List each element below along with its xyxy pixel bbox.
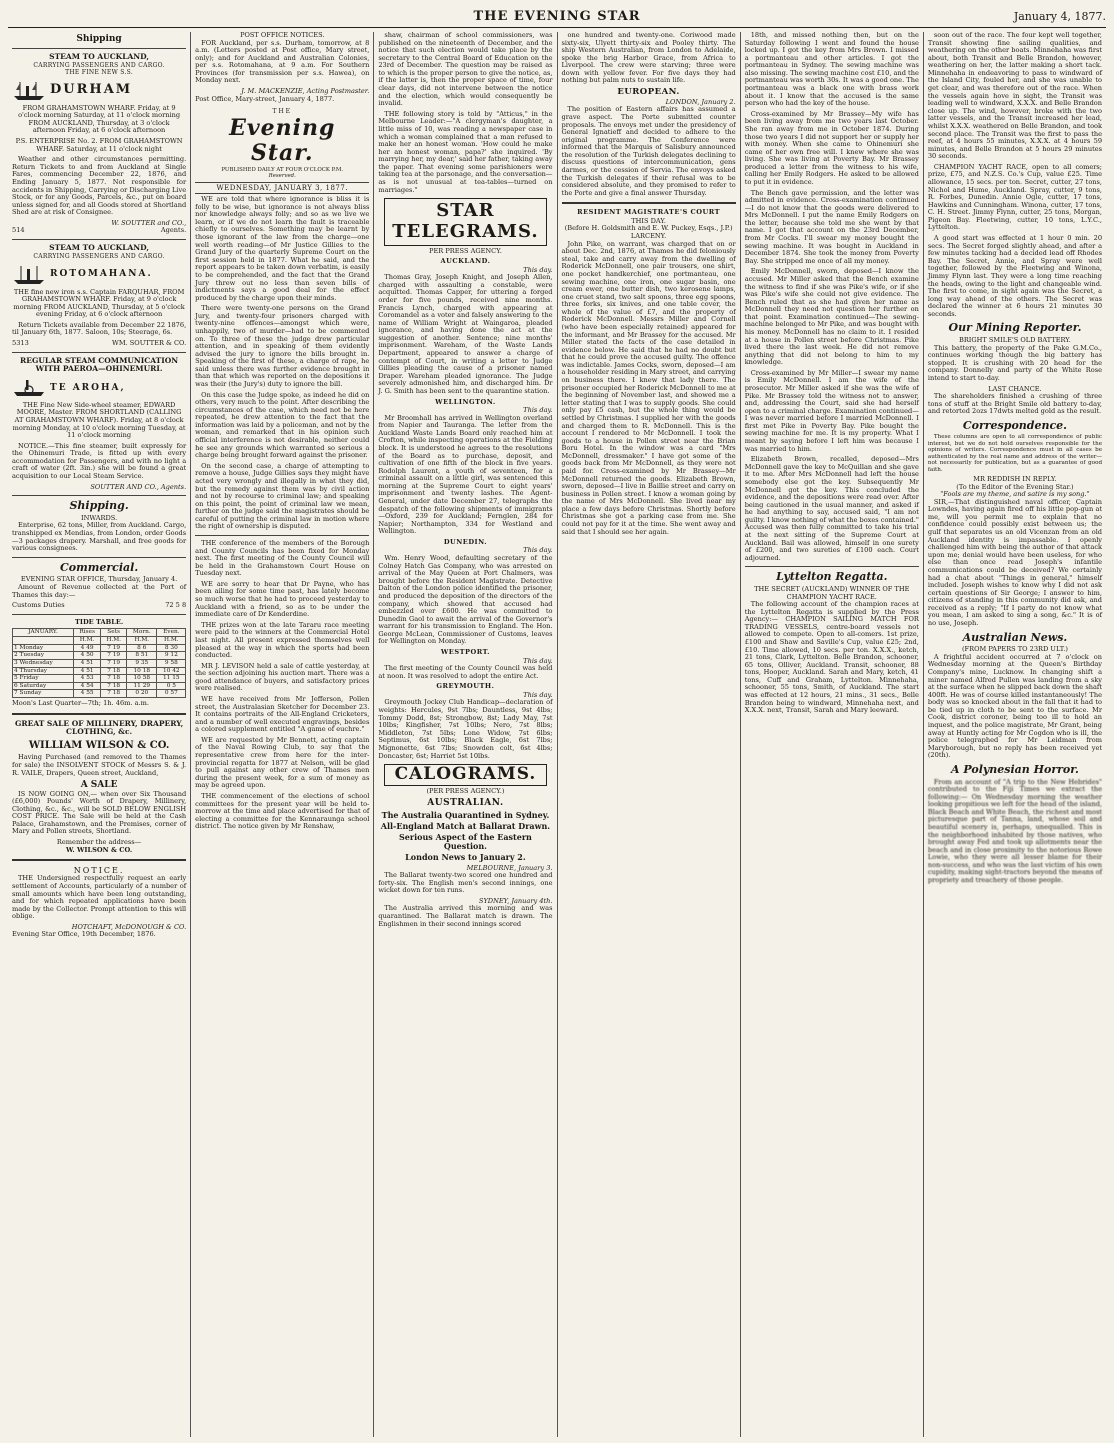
wellington-day: This day.	[523, 406, 553, 415]
issue-date: January 4, 1877.	[1013, 10, 1106, 24]
col6-paragraph-2: CHAMPION YACHT RACE, open to all comers; prize, £75, and N.Z.S. Co.'s Cup, value £25. Time allowance, 15 secs. per ton. Secret, cutter, 27 tons, Nichol and Hume, Auckland. Spray, cutter, 9 tons, R. Forbes, Dunedin. Annie Ogle, cutter, 17 tons, Hawkins and Cunningham. Winona, cutter, 17 tons, C. H. Street. Jimmy Flynn, cutter, 25 tons, Morgan, Pigeon Bay. Fleetwing, cutter, 10 tons, L.Y.C., Lyttelton.	[927, 162, 1103, 232]
tide-unit-header	[13, 636, 74, 644]
european-heading: EUROPEAN.	[617, 87, 680, 98]
paddle-steamer-icon	[12, 377, 46, 399]
commercial-heading: Commercial.	[59, 560, 139, 574]
westport-heading: WESTPORT.	[440, 648, 490, 656]
tide-col-header: Morn.	[127, 629, 157, 637]
australian-news-text: A frightful accident occurred at 7 o'clock on Wednesday morning at the Queen's Birthday Company's mine, Lucknow. In changing shift a miner named Alfred Pullen was landing from a sky at the surface when he slipped back down the shaft 400ft. He was of course killed instantaneously! The body was so knocked about in the fall that it had to be tied up in cloth to be sent to the surface. Mr Cook, district coroner, being too ill to hold an inquest, and the police magistrate, Mr Grant, being away at Huntly acting for Mr Cogdon who is ill, the police telegraphed for Mr Leidman from Maryborough, but no reply has been received yet (20th).	[927, 652, 1103, 760]
tide-cell: 10 42	[157, 667, 186, 675]
headline-ballarat: All-England Match at Ballarat Drawn.	[380, 820, 551, 831]
col5-paragraph-2: Cross-examined by Mr Brassey—My wife has been living away from me two years last October. She ran away from me in October 1874. During those two years I did not support her or supply her with money. When she came to Ohinemuri she came of her own free will. I knew where she was living. She was living at Poverty Bay. Mr Brassey produced a letter from the witness to his wife, calling her Emily Rodgers. He asked to be allowed to put it in evidence.	[744, 109, 919, 186]
tide-cell: 1 Monday	[13, 644, 74, 652]
inwards-text: Enterprise, 62 tons, Miller, from Auckland. Cargo, transhipped ex Mendias, from London, order Goods—3 packages drapery. Marshall, and free goods for various consignees.	[12, 521, 187, 553]
court-before: (Before H. Goldsmith and E. W. Puckey, Esqs., J.P.)	[564, 224, 733, 233]
sydney-text: The Australia arrived this morning and was quarantined. The Ballarat match is drawn. The Englishmen in their second innings scored	[378, 904, 553, 928]
ad-durham-times: FROM GRAHAMSTOWN WHARF. Friday, at 9 o'clock morning Saturday, at 11 o'clock morning FROM AUCKLAND, Thursday, at 3 o'clock afternoon Friday, at 6 o'clock afternoon	[18, 103, 181, 135]
tide-row	[13, 682, 186, 690]
ad-rotomahana-sub: CARRYING PASSENGERS AND CARGO.	[33, 252, 165, 260]
ad-enterprise-times: P.S. ENTERPRISE No. 2. FROM GRAHAMSTOWN WHARF. Saturday, at 11 o'clock night	[15, 137, 183, 153]
steamship-icon	[12, 264, 46, 286]
flag-dateline: WEDNESDAY, JANUARY 3, 1877.	[195, 182, 369, 194]
ad-rotomahana-title: STEAM TO AUCKLAND,	[49, 243, 149, 252]
reddish-motto: "Fools are my theme, and satire is my song."	[940, 490, 1090, 499]
leader-paragraph-7: THE prizes won at the late Tararu race meeting were paid to the winners at the Commercial Hotel last night. All present expressed themselves well pleased at the way in which the sports had been conducted.	[195, 620, 370, 660]
correspondence-note: These columns are open to all correspondence of public interest, but we do not hold ourselves responsible for the opinions of writers. Correspondence must in all cases be authenticated by the real name and address of the writer—not necessarily for publication, but as a guarantee of good faith.	[927, 434, 1103, 473]
wellington-text: Mr Broomhall has arrived in Wellington overland from Napier and Tauranga. The letter from the Auckland Waste Lands Board only reached him at Crofton, while inspecting operations at the Fielding block. It is understood he agrees to the resolutions of the Board as to purchase, deposit, and cultivation of one fifth of the block in five years. Rodolph Laurent, a youth of seventeen, for a criminal assault on a little girl, was sentenced this morning at the Supreme Court to eight years' imprisonment and twenty lashes. The Agent-General, under date December 27, telegraphs the despatch of the following shipments of immigrants—Oxford, 239 for Auckland; Fernglen, 284 for Napier; Northampton, 334 for Westland and Wellington.	[378, 413, 553, 536]
westport-text: The first meeting of the County Council was held at noon. It was resolved to adopt the entire Act.	[378, 664, 553, 680]
shipping-heading: Shipping	[76, 34, 122, 44]
col5-paragraph-4: Emily McDonnell, sworn, deposed—I know the accused. Mr Miller asked that the Bench examine the witness to find if she was Pike's wife, or if she was Pike's wife she could not give evidence. The Bench ruled that as she had given her name as McDonnell they need not question her further on that point. Examination continued—The sewing-machine belonged to Mr Pike, and was bought with his money. McDonnell has no claim to it. I resided at a house in Pollen street before Christmas. Pike lived there the last week. He did not remove anything that did not belong to him to my knowledge.	[744, 267, 919, 367]
tide-cell: 8 30	[157, 644, 186, 652]
ship-name-durham: DURHAM	[50, 82, 133, 98]
col5-paragraph-3: The Bench gave permission, and the letter was admitted in evidence. Cross-examination continued—I do not know that the goods were delivered to Mrs McDonnell. I put the name Emily Rodgers on the letter, because she told me she went by that name. I got that account on the 23rd December, from Mr Cocks. I'll swear my money bought the sewing machine. It was bought in Auckland in December 1874. She took the money from Poverty Bay. She stripped me once of all my money.	[744, 188, 919, 265]
customs-value: 72 5 8	[165, 601, 187, 610]
tide-col-header: Rises	[74, 629, 101, 637]
reddish-to: (To the Editor of the Evening Star.)	[956, 482, 1074, 491]
tide-cell: 7 18	[101, 690, 127, 698]
notice-text: THE Undersigned respectfully request an early settlement of Accounts, particularly of a number of small amounts which have been long outstanding, and for which repeated applications have been made by the Collector. Prompt attention to this will oblige.	[12, 874, 187, 921]
tide-row	[13, 667, 186, 675]
commercial-office: EVENING STAR OFFICE, Thursday, January 4.	[20, 575, 178, 584]
col6-paragraph-3: A good start was effected at 1 hour 0 min. 20 secs. The Secret forged slightly ahead, and after a few minutes tacking had a decided lead off Rhodes Bay. The Secret, Annie, and Spray were well together, followed by the Fleetwing and Winona, Jimmy Flynn last. They were a long time reaching the heads, owing to the light and changeable wind. The first to come, in sight again was the Secret, a long way ahead of the others. The Secret was declared the winner at 6 hours 21 minutes 30 seconds.	[927, 234, 1103, 318]
polynesian-heading: A Polynesian Horror.	[951, 762, 1079, 776]
mining-subheading: BRIGHT SMILE'S OLD BATTERY.	[958, 336, 1071, 345]
ad-durham-sign: W. SOUTTER and CO.,	[111, 218, 187, 227]
moon-phase: Moon's Last Quarter—7th; 1h. 46m. a.m.	[12, 699, 149, 708]
ad-rotomahana-number: 5313	[12, 338, 29, 347]
asale-text: IS NOW GOING ON,— when over Six Thousand (£6,000) Pounds' Worth of Drapery, Millinery, Clothing, &c., &c., will be SOLD BELOW ENGLISH COST PRICE. The Sale will be held at the Cash Palace, Grahamstown, and the Premises, corner of Mary and Pollen streets, Shortland.	[12, 789, 187, 836]
tide-cell: 4 51	[74, 667, 101, 675]
greymouth-text: Greymouth Jockey Club Handicap—declaration of weights: Hercules, 9st 7lbs; Dauntless, 9st 4lbs; Tommy Dodd, 8st; Strongbow, 8st; Lady May, 7st 10lbs; Kingfisher, 7st 10lbs; Nero, 7st 8lbs; Middleton, 7st 5lbs; Lone Widow, 7st 6lbs; Septimus, 6st 10lbs; Black Eagle, 6st 7lbs; Mignonette, 6st 7lbs; Snowden colt, 6st 4lbs; Doncaster, 6st; Harriet 5st 10lbs.	[378, 698, 553, 760]
tide-cell: 5 Friday	[13, 675, 74, 683]
calograms-heading: CALOGRAMS.	[384, 764, 546, 786]
star-telegrams-heading: STAR TELEGRAMS.	[384, 198, 546, 245]
court-heading: RESIDENT MAGISTRATE'S COURT	[577, 208, 721, 217]
headline-quarantine: The Australia Quarantined in Sydney.	[381, 809, 550, 820]
court-day: THIS DAY.	[631, 216, 666, 225]
auckland-text: Thomas Gray, Joseph Knight, and Joseph Allen, charged with assaulting a constable, were acquitted. Thomas Capper, for uttering a forged order for five pounds, received nine months. Francis Lynch, charged with appearing at Coromandel as a voter and falsely answering to the name of William Wright at Waingaroa, pleaded ignorance, and having done the act at the suggestion of another. Sentence; nine months' imprisonment. Wareham, of the Waste Lands Department, appeared to answer a charge of contempt of Court, in writing a letter to Judge Gillies pleading the cause of a prisoner named Draper. Wareham pleaded ignorance. The Judge severely admonished him, and discharged him. Dr J. G. Smith has been sent to the quarantine station.	[378, 273, 553, 395]
col3-paragraph-2: THE following story is told by "Atticus," in the Melbourne Leader:—"A clergyman's daughter, a little miss of 10, was reading a newspaper case in which a woman complained that a man refused to make her an honest woman. 'How could he make her an honest woman, papa?' she inquired. 'By marrying her, my dear,' said her father, taking away the paper. That evening some parishioners were taking tea at the parsonage, and the conversation—as is not unusual at tea-tables—turned on marriages."	[378, 109, 553, 194]
ad-durham-agents: Agents.	[160, 226, 187, 235]
column-2	[191, 32, 374, 1437]
wilson-name: WILLIAM WILSON & CO.	[28, 739, 170, 751]
reddish-heading: MR REDDISH IN REPLY.	[973, 474, 1057, 483]
ad-paeroa-sign: SOUTTER AND CO., Agents.	[90, 482, 187, 491]
wellington-heading: WELLINGTON.	[435, 397, 496, 406]
column-1	[8, 32, 191, 1437]
tide-cell: 9 35	[127, 659, 157, 667]
leader-paragraph-2: There were twenty-one persons on the Grand Jury, and twenty-four prisoners charged with twenty-nine offences—amongst which were, unhappily, two of murder—had to be commented on. To three of these the judge drew particular attention, and in speaking of them evidently advised the jury to ignore the bills brought in. Speaking of the first of these, a charge of rape, he said unless there was further evidence brought in than that which was reported on the depositions it was their (the Jury's) duty to ignore the bill.	[195, 304, 370, 389]
tide-cell: 7 18	[101, 675, 127, 683]
auckland-heading: AUCKLAND.	[440, 257, 491, 266]
australian-news-heading: Australian News.	[962, 630, 1068, 644]
post-office-heading: POST OFFICE NOTICES.	[240, 32, 325, 39]
column-4	[558, 32, 741, 1437]
newspaper-page	[8, 32, 1106, 1437]
auckland-day: This day.	[523, 265, 553, 274]
ad-rotomahana-times: THE fine new iron s.s. Captain FARQUHAR, FROM GRAHAMSTOWN WHARF. Friday, at 9 o'clock morning FROM AUCKLAND, Thursday, at 5 o'clock evening Friday, at 6 o'clock afternoon	[13, 287, 185, 319]
leader-paragraph-4: On the second case, a charge of attempting to remove a house, Judge Gillies says they might have acted very wrongly and illegally in what they did, but the remedy against them was by civil action and not by recourse to criminal law; and speaking on this point, the point of criminal law we mean, further on the judge said the magistrates should be careful of putting the criminal law in motion where the right of ownership is disputed.	[195, 461, 370, 531]
tide-cell: 9 12	[157, 652, 186, 660]
tide-cell: 4 49	[74, 644, 101, 652]
col6-paragraph-1: soon out of the race. The four kept well together, Transit showing fine sailing qualities, and weathering on the other boats. Minnehaha was first about, both Transit and Belle Brandon, however, weathering on her, the latter making a short tack. Minnehaha in endeavoring to pass to windward of the Island City, fouled her, and she was unable to get clear, and was therefore out of the race. When the vessels again hove in sight, the Transit was leading well to windward, X.X.X. and Belle Brandon close up. The wind, however, broke with the two latter vessels, and the Transit increased her lead, whilst X.X.X. weathered on Belle Brandon, and took second place. The Transit was the first to pass the reef, at 4 hours 55 minutes, X.X.X. at 4 hours 59 minutes, and Belle Brandon at 5 hours 29 minutes 30 seconds.	[927, 32, 1103, 161]
melbourne-dateline: MELBOURNE, January 3.	[466, 863, 553, 872]
post-office-sign: J. M. MACKENZIE, Acting Postmaster.	[241, 87, 370, 96]
leader-paragraph-11: THE commencement of the elections of school committees for the present year will be held to-morrow at the time and place advertised for that of electing a committee for the Kennaraunga school district. The notice given by Mr Renshaw,	[195, 791, 370, 831]
tide-cell: 4 54	[74, 682, 101, 690]
post-office-footer: Post Office, Mary-street, January 4, 1877.	[195, 94, 335, 103]
leader-paragraph-8: MR J. LEVISON held a sale of cattle yesterday, at the section adjoining his auction mart. There was a good attendance of buyers, and satisfactory prices were realised.	[195, 661, 370, 693]
ad-durham-sub2: THE FINE NEW S.S.	[65, 68, 134, 76]
leader-paragraph-6: WE are sorry to hear that Dr Payne, who has been ailing for some time past, has lately become so much worse that he had to proceed yesterday to Auckland with a friend, so as to be under the immediate care of Dr Kenderdine.	[195, 579, 370, 619]
ad-paeroa-notice: NOTICE.—This fine steamer, built expressly for the Ohinemuri Trade, is fitted up with every accommodation for Passengers, and with no light a craft of water (2ft. 3in.) she will be found a great acquisition to our Local Steam Service.	[12, 441, 187, 481]
shipping-section-heading: Shipping.	[69, 499, 129, 513]
newspaper-flag	[195, 109, 369, 194]
mining-heading: Our Mining Reporter.	[948, 321, 1082, 335]
tide-unit-header: H.M.	[101, 636, 127, 644]
westport-day: This day.	[523, 656, 553, 665]
wilson-sign: W. WILSON & CO.	[66, 845, 133, 854]
tide-col-header: Sets	[101, 629, 127, 637]
last-chance-text: The shareholders finished a crushing of three tons of stuff at the Bright Smile old battery to-day, and retorted 2ozs 17dwts melted gold as the result.	[927, 392, 1103, 416]
flag-name: Evening Star.	[229, 115, 336, 167]
notice-sign: HOTCHAFT, McDONOUGH & CO.	[71, 922, 187, 931]
tide-table	[12, 628, 186, 698]
tide-cell: 0 57	[157, 690, 186, 698]
ad-durham-title: STEAM TO AUCKLAND,	[49, 52, 149, 62]
tide-cell: 4 50	[74, 652, 101, 660]
tide-unit-header: H.M.	[157, 636, 186, 644]
regatta-subheading: THE SECRET (AUCKLAND) WINNER OF THE CHAMPION YACHT RACE.	[754, 584, 910, 601]
leader-paragraph-10: WE are requested by Mr Bennett, acting captain of the Naval Rowing Club, to say that the representative crew from here for the inter-provincial regatta for 1877 at Nelson, will be glad to pull against any other crew of Thames men during the present week, for a sum of money as may be agreed upon.	[195, 735, 370, 790]
tide-row	[13, 652, 186, 660]
larceny-heading: LARCENY.	[630, 232, 667, 241]
leader-paragraph-9: WE have received from Mr Jefferson, Pollen street, the Australasian Sketcher for December 23. It contains portraits of the All-England Cricketers, and a number of well executed engravings, besides a colored supplement entitled "A game of euchre."	[195, 694, 370, 734]
inwards-heading: INWARDS.	[80, 513, 118, 522]
ad-rotomahana-sign: WM. SOUTTER & CO.	[112, 338, 187, 347]
tide-row	[13, 675, 186, 683]
leader-paragraph-1: WE are told that where ignorance is bliss it is folly to be wise, but ignorance is not always bliss nor knowledge always folly; and so as we live we learn, or if we do not learn the fault is traceable chiefly to ourselves. Something may be learnt by those ignorant of the law from the charge—one well worth reading—of Mr Justice Gillies to the Grand Jury of the quarterly Supreme Court on the first session held in 1877. What he said, and the report appears to be taken down verbatim, is easily to be comprehended, and the fact that the Grand Jury threw out no less than seven bills of indictments says a good deal for the effect produced by the charge upon their minds.	[195, 195, 370, 302]
remember-text: Remember the address—	[56, 838, 142, 847]
post-office-text: FOR Auckland, per s.s. Durham, tomorrow, at 8 a.m. (Letters posted at Post office, Mary street, only); and for Auckland and Australian Colonies, per s.s. Rotomahana, at 9 a.m. For Southern Provinces (for transmission per s.s. Hawea), on Monday next.	[195, 38, 370, 85]
leader-paragraph-5: THE conference of the members of the Borough and County Councils has been fixed for Monday next. The first meeting of the County Council will be held in the Grahamstown Court House on Tuesday next.	[195, 539, 370, 578]
steamship-icon	[12, 80, 46, 102]
flag-reserved: Reserved.	[268, 172, 296, 179]
tide-unit-header: H.M.	[127, 636, 157, 644]
tide-col-header: JANUARY.	[13, 629, 74, 637]
ad-durham-sub: CARRYING PASSENGERS AND CARGO.	[33, 61, 165, 69]
newspaper-title: THE EVENING STAR	[473, 9, 641, 25]
tide-cell: 10 18	[127, 667, 157, 675]
tide-table-heading: TIDE TABLE.	[74, 617, 124, 626]
regatta-heading: Lyttelton Regatta.	[776, 570, 888, 584]
regatta-text: The following account of the champion races at the Lyttelton Regatta is supplied by the Press Agency:— CHAMPION SAILING MATCH FOR TRADING VESSELS, centre-board vessels not allowed to compete. Open to all-comers. 1st prize, £100 and Shaw and Saville's Cup, value £25; 2nd, £10. Time allowed, 10 secs. per ton. X.X.X., ketch, 21 tons, Clark, Lyttelton. Belle Brandon, schooner, 65 tons, Olliver, Auckland. Transit, schooner, 88 tons, Hooper, Auckland. Sarah and Mary, ketch, 41 tons, Cuff and Graham, Lyttelton. Minnehaha, schooner, 55 tons, Smith, of Auckland. The start was effected at 12 hours, 21 mins., 31 secs., Belle Brandon being to windward, Minnehaha next, and X.X.X. next, Transit, Sarah and Mary leeward.	[744, 600, 919, 715]
ad-durham-conditions: Weather and other circumstances permitting. Return Tickets to and from Auckland at Single Fares, commencing December 22, 1876, and Ending January 5, 1877. Not responsible for accidents in Shipping, Carrying or Discharging Live Stock, or for any Goods, Parcels, &c., put on board unless signed for, and all Goods stored at Shortland Shed are at risk of Consignee.	[12, 155, 187, 217]
australian-heading: AUSTRALIAN.	[427, 798, 504, 809]
col5-paragraph-6: Elizabeth Brown, recalled, deposed—Mrs McDonnell gave the key to McQuillan and she gave it to me. After Mrs McDonnell had left the house somebody else got the key. Subsequently Mr McDonnell got the key. This concluded the evidence, and the depositions were read over. After being cautioned in the usual manner, and asked if he had anything to say, accused said, "I am not guilty. I know nothing of what the boxes contained." Accused was then fully committed to take his trial at the next sitting of the Supreme Court at Auckland. Bail was allowed, himself in one surety of £200, and two sureties of £100 each. Court adjourned.	[744, 455, 919, 562]
tide-cell: 0 5	[157, 682, 186, 690]
tide-row	[13, 690, 186, 698]
tide-cell: 9 58	[157, 659, 186, 667]
mining-text: This battery, the property of the Pake G.M.Co., continues working though the big battery has stopped. It is crushing with 20 head for the company. Donnelly and party of the White Rose intend to start to-day.	[927, 343, 1103, 382]
leader-paragraph-3: On this case the Judge spoke, as indeed he did on others, very much to the point. After describing the circumstances of the case, which need not be here repeated, he drew attention to the fact that the information was laid by a policeman, and not by the woman, and remarked that in his opinion such official interference is not desirable, neither could he see any grounds which warranted so serious a charge being brought forward against the prisoner.	[195, 390, 370, 460]
calograms-press: (PER PRESS AGENCY.)	[426, 786, 505, 795]
correspondence-heading: Correspondence.	[962, 418, 1067, 432]
tide-cell: 7 Sunday	[13, 690, 74, 698]
tide-cell: 7 18	[101, 682, 127, 690]
tide-cell: 2 Tuesday	[13, 652, 74, 660]
col3-paragraph-1: shaw, chairman of school commissioners, was published on the nineteenth of December, and the notice that such election would take place by the secretary to the Central Board of Education on the 23rd of December. The question may be raised as to which is the proper person to give the notice, as, if the latter is, then the proper space of time, four clear days, did not intervene between the notice and the election, which would consequently be invalid.	[378, 32, 553, 108]
sydney-dateline: SYDNEY, January 4th.	[478, 896, 553, 905]
tide-unit-header: H.M.	[74, 636, 101, 644]
ad-paeroa-times: THE Fine New Side-wheel steamer, EDWARD MOORE, Master. FROM SHORTLAND (CALLING AT GRAHAMSTOWN WHARF). Friday, at 8 o'clock morning Monday, at 10 o'clock morning Tuesday, at 11 o'clock morning	[12, 400, 186, 440]
london-dateline: LONDON, January 2.	[665, 97, 736, 106]
notice-footer: Evening Star Office, 19th December, 1876.	[12, 930, 156, 939]
customs-label: Customs Duties	[12, 601, 65, 610]
tide-cell: 11 15	[157, 675, 186, 683]
tide-cell: 4 53	[74, 675, 101, 683]
tide-cell: 7 19	[101, 644, 127, 652]
european-text: The position of Eastern affairs has assumed a grave aspect. The Porte submitted counter proposals. The envoys met under the presidency of General Ignatieff and decided to adhere to the original programme. The Conference were informed that the Marquis of Salisbury announced the resolution of the Turkish delegates declining to discuss questions of intercommunication, gens darmes, or the cession of Servia. The envoys asked the Turkish delegates if their refusal was to be considered absolute, and they promised to refer to the Porte and give a final answer Thursday.	[561, 105, 736, 197]
tide-cell: 4 Thursday	[13, 667, 74, 675]
tide-cell: 7 19	[101, 652, 127, 660]
column-6	[924, 32, 1106, 1437]
headline-london: London News to January 2.	[405, 852, 526, 863]
greymouth-heading: GREYMOUTH.	[436, 682, 495, 691]
tide-cell: 7 19	[101, 659, 127, 667]
ship-name-rotomahana: ROTOMAHANA.	[50, 269, 153, 280]
greymouth-day: This day.	[523, 690, 553, 699]
column-3	[374, 32, 557, 1437]
reddish-text: SIR,—That distinguished naval officer, Captain Lowndes, having again fired off his little pop-gun at me, will you permit me to explain that no confidence could possibly exist between us; the gulf that separates us an old Vicenzan from an old Auckland identity is impassable. I openly challenged him with being the author of that attack upon me; denial would have been useless, for who else than once read Joseph's infantile communications could be deceived? We certainly had a chat about "Things in general," himself included. Joseph wishes to know why I did not ask certain questions of Sir George; I answer to him, citizens of standing in this community did ask, and received as a reply; "If I party do not know what you mean, I am asked to sing a song, &c." It is of no use, Joseph.	[927, 497, 1103, 627]
melbourne-text: The Ballarat twenty-two scored one hundred and forty-six. The English men's second innings, one wicket down for ten runs.	[378, 871, 553, 895]
tide-cell: 11 29	[127, 682, 157, 690]
australian-news-source: (FROM PAPERS TO 23RD ULT.)	[961, 645, 1068, 654]
tide-row	[13, 644, 186, 652]
flag-published: PUBLISHED DAILY AT FOUR O'CLOCK P.M.	[221, 166, 344, 173]
tide-cell: 7 18	[101, 667, 127, 675]
masthead	[8, 8, 1106, 28]
ad-paeroa-title: REGULAR STEAM COMMUNICATION WITH PAEROA—OHINEMURI.	[20, 355, 179, 374]
press-agency: PER PRESS AGENCY.	[429, 246, 502, 255]
tide-row	[13, 659, 186, 667]
tide-cell: 4 51	[74, 659, 101, 667]
tide-col-header: Even.	[157, 629, 186, 637]
tide-cell: 3 Wednesday	[13, 659, 74, 667]
dunedin-heading: DUNEDIN.	[443, 537, 488, 546]
tide-cell: 0 20	[127, 690, 157, 698]
court-text: John Pike, on warrant, was charged that on or about Dec. 2nd, 1876, at Thames he did feloniously steal, take and carry away from the dwelling of Roderick McDonnell, one pair trousers, one shirt, one pocket handkerchief, one portmanteau, one sewing machine, one iron, one sugar basin, one cream ewer, one butter dish, two kerosene lamps, one cruet stand, two salt spoons, three egg spoons, three forks, six knives, and one table cover, the whole of the value of £7, and the property of Roderick McDonnell. Messrs Miller and Cornell (who have been especially retained) appeared for the informant, and Mr Brassey for the accused. Mr Miller stated the facts of the case detailed in evidence below. He said that he had no doubt but that he could prove the accused guilty. The offence was indictable. James Cocks, sworn, deposed—I am a householder residing in Mary street, and carrying on business there. I knew that lady there. The prisoner occupied her Roderick McDonnell to me at the beginning of November last, and showed me a letter stating that I was to supply goods. She could only pay £5 cash, but the whole thing would be settled by Christmas. I supplied her with the goods and charged them to R. McDonnell. This is the account I rendered to Mr McDonnell. I took the goods to a house in Pollen street near the Brian Boru Hotel. In the window was a card "Mrs McDonnell, dressmaker." I have got some of the goods back from Mr McDonnell, as they were not paid for. Cross-examined by Mr Brassey—Mr McDonnell returned the goods. Elizabeth Brown, sworn, deposed—I live in Baillie street and carry on business in Pollen street. I know a woman going by the name of Mrs McDonnell. She lived near my place a few days before Christmas. Shortly before Christmas she got a parking case from me. She could not pay for it at the time. She went away and said that I should see her again.	[561, 239, 736, 536]
last-chance-heading: LAST CHANCE.	[988, 384, 1042, 393]
notice-heading: NOTICE.	[73, 866, 125, 876]
headline-eastern: Serious Aspect of the Eastern Question.	[399, 831, 532, 852]
tide-cell: 4 55	[74, 690, 101, 698]
col5-paragraph-1: 18th, and missed nothing then, but on the Saturday following I went and found the house locked up. I got the key from Mrs Brown. I missed a portmanteau and other articles. I got the portmanteau in Sydney. The sewing machine was also missing. The sewing machine cost £10, and the portmanteau was worth 30s. It was a good one. The portmanteau was a black one with brass work about it. I know that the accused is the same person who had the key of the house.	[744, 32, 919, 108]
sale-heading: GREAT SALE OF MILLINERY, DRAPERY, CLOTHING, &c.	[14, 718, 184, 737]
polynesian-text: From an account of "A trip to the New Hebrides" contributed to the Fiji Times we extract the following:— On Wednesday morning the weather looking propitious we left for the head of the island, Black Beach and White Beach, the richest and most picturesque part of Tanna, land, whose soil and beautiful scenery is, perhaps, unequalled. This is the neighborhood inhabited by those natives, who brought away Fed and took up allotments near the beach and in close proximity to the notorious Rowe Lowie, who they were all lesser blame for their non-success, and who was the last victim of his own cupidity, making sight-tractors beyond the means of propriety and treachery of those people.	[927, 777, 1103, 885]
ad-rotomahana-return: Return Tickets available from December 22 1876, til January 6th, 1877. Saloon, 10s; Steerage, 6s.	[12, 320, 187, 337]
ship-name-te-aroha: TE AROHA,	[50, 382, 126, 393]
wilson-text: Having Purchased (and removed to the Thames for sale) the INSOLVENT STOCK of Messrs S. & J. R. VAILE, Drapers, Queen street, Auckland,	[12, 753, 187, 777]
dunedin-day: This day.	[523, 546, 553, 555]
tide-cell: 8 51	[127, 652, 157, 660]
flag-the: THE	[272, 108, 293, 116]
col5-paragraph-5: Cross-examined by Mr Miller—I swear my name is Emily McDonnell. I am the wife of the prosecutor. Mr Miller asked if she was the wife of Pike. Mr Brassey told the witness not to answer, and, addressing the Court, said she had herself open to a criminal charge. Examination continued—I was never married before I married McDonnell. I first met Pike in Poverty Bay. Pike bought the sewing machine for me. It is my property. What I meant by saying before I left him was because I was married to him.	[744, 368, 919, 453]
tide-cell: 10 58	[127, 675, 157, 683]
tide-cell: 8 6	[127, 644, 157, 652]
commercial-text: Amount of Revenue collected at the Port of Thames this day:—	[12, 582, 187, 599]
dunedin-text: Wm. Henry Wood, defaulting secretary of the Colney Hatch Gas Company, who was arrested on arrival of the May Queen at Port Chalmers, was brought before the Resident Magistrate. Detective Dalton of the London police identified the prisoner, and produced the deposition of the directors of the company, which showed that accused had embezzled over £600. He was committed to Dunedin Gaol to await the arrival of the Governor's warrant for his transmission to England. The Hon. George McLean, Commissioner of Customs, leaves for Wellington on Monday.	[378, 554, 553, 646]
col4-paragraph-1: one hundred and twenty-one. Coriwood made sixty-six, Ulyett thirty-six and Pooley thirty. The ship Western Australian, from London to Adelaide, spoke the brig Harbor Grace, from Africa to Liverpool. The crew were starving; three were down with yellow fever. For five days they had nothing but palm nuts to sustain life.	[561, 32, 736, 85]
tide-cell: 6 Saturday	[13, 682, 74, 690]
asale-heading: A SALE	[80, 780, 118, 791]
column-5	[741, 32, 924, 1437]
ad-durham-number: 514	[12, 226, 25, 235]
